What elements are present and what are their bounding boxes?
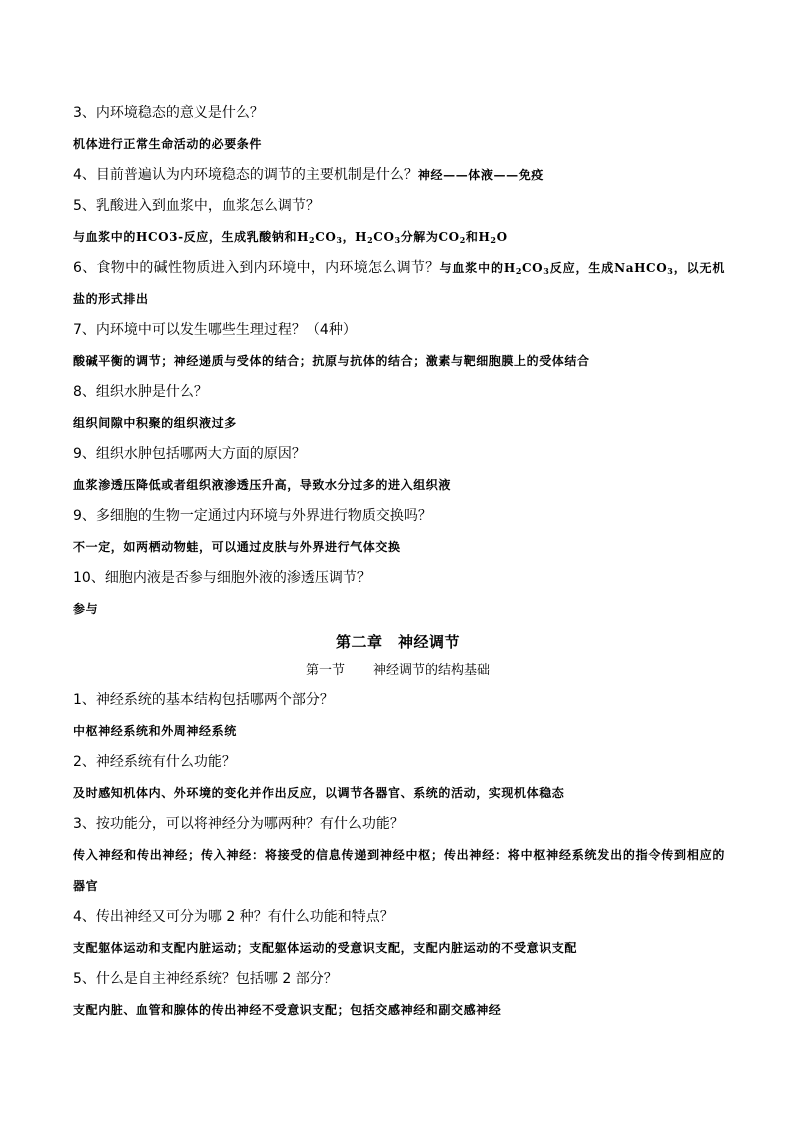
answer-1-structure: 中枢神经系统和外周神经系统 — [73, 724, 237, 738]
answer-4-efferent: 支配躯体运动和支配内脏运动；支配躯体运动的受意识支配，支配内脏运动的不受意识支配 — [73, 941, 578, 955]
question-3-nerve-types: 3、按功能分，可以将神经分为哪两种？有什么功能？ — [73, 816, 404, 832]
question-5-lactic-acid: 5、乳酸进入到血浆中，血浆怎么调节？ — [73, 198, 320, 214]
question-1-structure: 1、神经系统的基本结构包括哪两个部分？ — [73, 692, 334, 708]
answer-5-autonomic: 支配内脏、血管和腺体的传出神经不受意识支配；包括交感神经和副交感神经 — [73, 1003, 502, 1017]
question-5-autonomic: 5、什么是自主神经系统？包括哪 2 部分？ — [73, 971, 338, 987]
answer-2-function: 及时感知机体内、外环境的变化并作出反应，以调节各器官、系统的活动，实现机体稳态 — [73, 786, 565, 800]
section-title — [73, 657, 723, 685]
answer-6-inline: 与血浆中的$H_2CO_3$反应，生成NaHCO$_3$，以无机盐的形式排出 — [73, 261, 725, 306]
answer-9-edema-causes: 血浆渗透压降低或者组织液渗透压升高，导致水分过多的进入组织液 — [73, 478, 452, 492]
question-3-significance: 3、内环境稳态的意义是什么？ — [73, 105, 264, 121]
question-2-function: 2、神经系统有什么功能？ — [73, 754, 236, 770]
question-10-osmotic: 10、细胞内液是否参与细胞外液的渗透压调节？ — [73, 570, 371, 586]
answer-7-processes: 酸碱平衡的调节；神经递质与受体的结合；抗原与抗体的结合；激素与靶细胞膜上的受体结合 — [73, 354, 590, 368]
answer-3-significance: 机体进行正常生命活动的必要条件 — [73, 137, 263, 151]
chapter-title: 第二章 神经调节 — [335, 633, 460, 651]
answer-3-nerve-types: 传入神经和传出神经；传入神经：将接受的信息传递到神经中枢；传出神经：将中枢神经系统发出的指令传到相应的器官 — [73, 848, 725, 893]
question-9-exchange: 9、多细胞的生物一定通过内环境与外界进行物质交换吗？ — [73, 508, 432, 524]
question-8-edema: 8、组织水肿是什么？ — [73, 384, 208, 400]
question-4-mechanism — [73, 160, 723, 191]
question-4-efferent: 4、传出神经又可分为哪 2 种？有什么功能和特点？ — [73, 909, 394, 925]
answer-10-osmotic: 参与 — [73, 602, 99, 616]
answer-8-edema: 组织间隙中积聚的组织液过多 — [73, 416, 237, 430]
answer-4-inline: 神经——体液——免疫 — [417, 168, 544, 182]
section-number: 第一节 — [305, 663, 345, 678]
question-6-text: 6、食物中的碱性物质进入到内环境中，内环境怎么调节？ — [73, 260, 440, 276]
question-6-alkaline — [73, 253, 725, 315]
answer-9-exchange: 不一定，如两栖动物蛙，可以通过皮肤与外界进行气体交换 — [73, 540, 401, 554]
section-name: 神经调节的结构基础 — [373, 663, 491, 678]
question-7-processes: 7、内环境中可以发生哪些生理过程？（4种） — [73, 322, 357, 338]
question-9-edema-causes: 9、组织水肿包括哪两大方面的原因？ — [73, 446, 306, 462]
document-content — [73, 98, 723, 1026]
question-4-text: 4、目前普遍认为内环境稳态的调节的主要机制是什么？ — [73, 167, 418, 183]
answer-5-lactic-acid: 与血浆中的HCO3-反应，生成乳酸钠和$H_2CO_3$，$H_2CO_3$分解为$CO_2$和$H_2O$ — [73, 230, 508, 245]
